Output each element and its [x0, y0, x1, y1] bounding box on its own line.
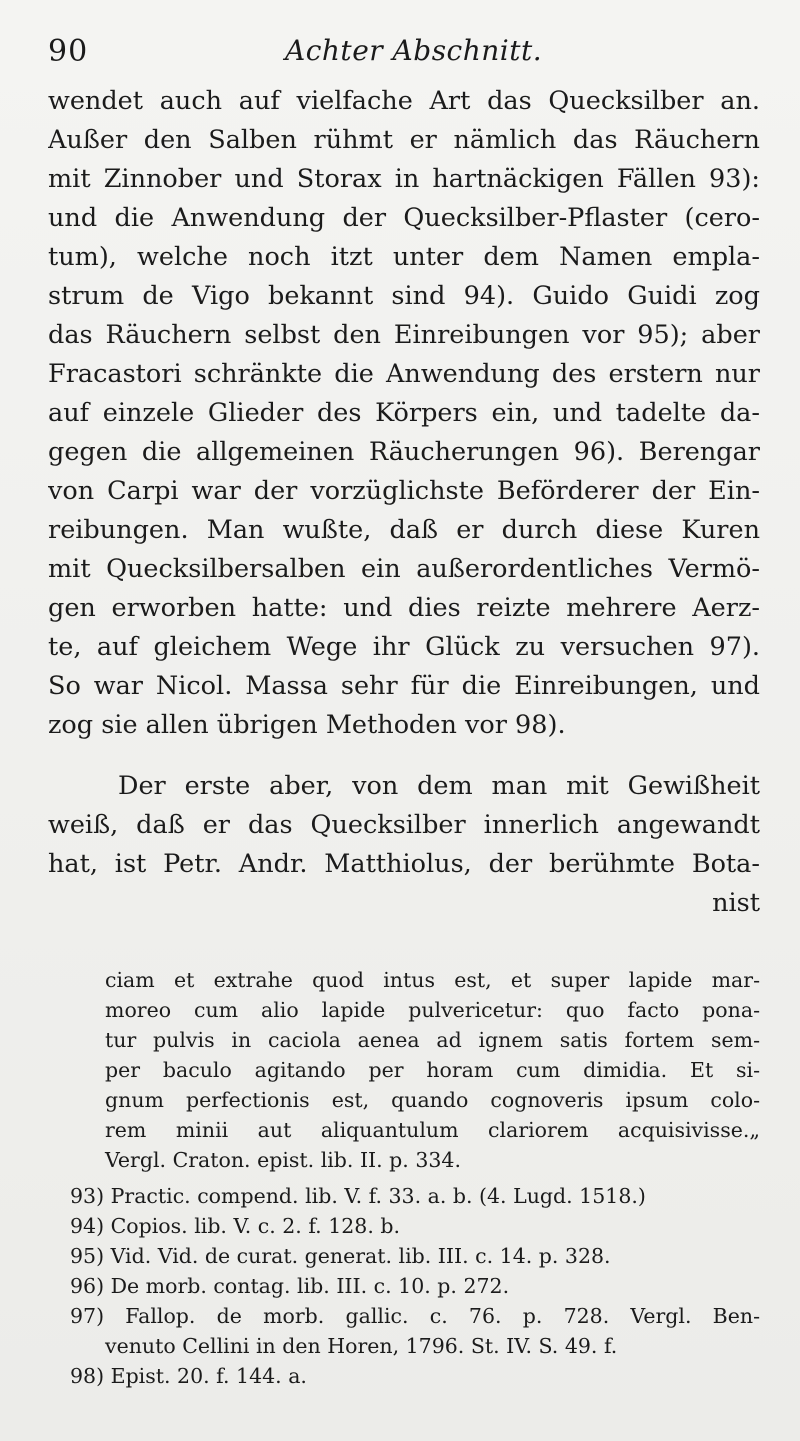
text-line: mit Quecksilbersalben ein außerordentliches Vermö-: [48, 554, 760, 584]
footnote-97: 97) Fallop. de morb. gallic. c. 76. p. 728. Vergl. Ben-: [70, 1304, 760, 1328]
footnote-continuation-line: per baculo agitando per horam cum dimidia. Et si-: [105, 1058, 760, 1082]
text-line: Der erste aber, von dem man mit Gewißheit: [118, 771, 760, 801]
text-line: gen erworben hatte: und dies reizte mehrere Aerz-: [48, 593, 760, 623]
text-line: So war Nicol. Massa sehr für die Einreibungen, und: [48, 671, 760, 701]
text-line: Außer den Salben rühmt er nämlich das Räuchern: [48, 125, 760, 155]
text-line: auf einzele Glieder des Körpers ein, und tadelte da-: [48, 398, 760, 428]
text-line: reibungen. Man wußte, daß er durch diese Kuren: [48, 515, 760, 545]
footnote-continuation-line: Vergl. Craton. epist. lib. II. p. 334.: [105, 1148, 461, 1172]
text-line: te, auf gleichem Wege ihr Glück zu versuchen 97).: [48, 632, 760, 662]
paragraph-gap: [48, 745, 760, 767]
footnote-continuation-line: tur pulvis in caciola aenea ad ignem satis fortem sem-: [105, 1028, 760, 1052]
footnote-continuation-line: gnum perfectionis est, quando cognoveris ipsum colo-: [105, 1088, 760, 1112]
text-line: von Carpi war der vorzüglichste Beförderer der Ein-: [48, 476, 760, 506]
text-line: Fracastori schränkte die Anwendung des erstern nur: [48, 359, 760, 389]
text-line: strum de Vigo bekannt sind 94). Guido Guidi zog: [48, 281, 760, 311]
footnote-98: 98) Epist. 20. f. 144. a.: [70, 1364, 307, 1388]
catchword: nist: [712, 888, 760, 918]
paragraph-2: [48, 767, 760, 923]
text-line: wendet auch auf vielfache Art das Quecksilber an.: [48, 86, 760, 116]
page-header: [0, 22, 800, 72]
text-line: hat, ist Petr. Andr. Matthiolus, der berühmte Bota-: [48, 849, 760, 879]
footnote-continuation-line: moreo cum alio lapide pulvericetur: quo facto pona-: [105, 998, 760, 1022]
footnote-93: 93) Practic. compend. lib. V. f. 33. a. b. (4. Lugd. 1518.): [70, 1184, 646, 1208]
text-line: weiß, daß er das Quecksilber innerlich angewandt: [48, 810, 760, 840]
footnote-95: 95) Vid. Vid. de curat. generat. lib. III. c. 14. p. 328.: [70, 1244, 611, 1268]
running-head: Achter Abschnitt.: [285, 34, 543, 67]
footnotes: [70, 965, 760, 1391]
footnote-continuation-line: rem minii aut aliquantulum clariorem acquisivisse.„: [105, 1118, 760, 1142]
text-line: mit Zinnober und Storax in hartnäckigen Fällen 93):: [48, 164, 760, 194]
text-line: zog sie allen übrigen Methoden vor 98).: [48, 710, 566, 740]
footnote-97-continuation: venuto Cellini in den Horen, 1796. St. IV. S. 49. f.: [105, 1334, 618, 1358]
text-line: tum), welche noch itzt unter dem Namen empla-: [48, 242, 760, 272]
main-text: [48, 82, 760, 923]
paragraph-1: [48, 82, 760, 745]
footnote-continuation-line: ciam et extrahe quod intus est, et super lapide mar-: [105, 968, 760, 992]
page-number: 90: [48, 34, 89, 69]
text-line: gegen die allgemeinen Räucherungen 96). Berengar: [48, 437, 760, 467]
footnote-96: 96) De morb. contag. lib. III. c. 10. p. 272.: [70, 1274, 510, 1298]
text-line: und die Anwendung der Quecksilber-Pflaster (cero-: [48, 203, 760, 233]
footnote-94: 94) Copios. lib. V. c. 2. f. 128. b.: [70, 1214, 401, 1238]
text-line: das Räuchern selbst den Einreibungen vor 95); aber: [48, 320, 760, 350]
